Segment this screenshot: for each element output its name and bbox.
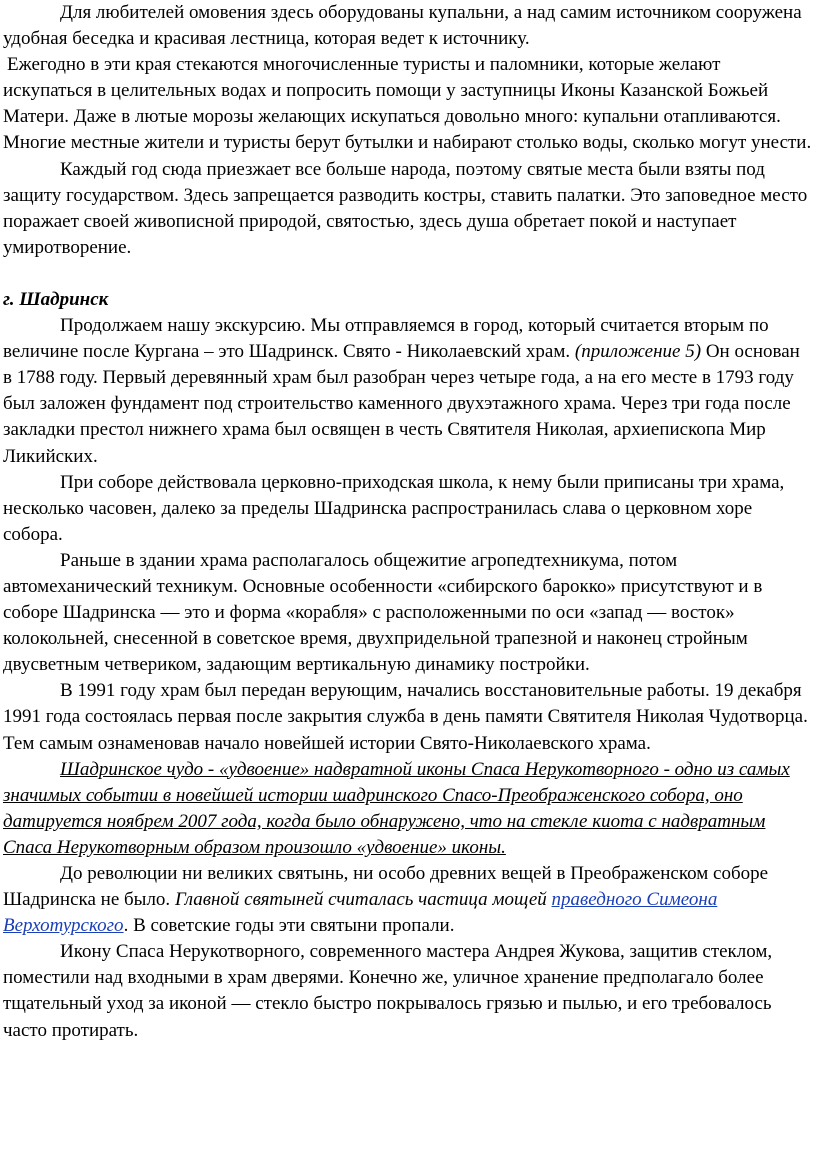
- paragraph-icon: Икону Спаса Нерукотворного, современного мастера Андрея Жукова, защитив стеклом, поместили над входными в храм дверями. Конечно же, уличное хранение предполагало более тщательный уход за иконой — стекло быстро покрывалось грязью и пылью, и его требовалось часто протирать.: [3, 941, 773, 1041]
- appendix-reference: (приложение 5): [574, 341, 702, 363]
- paragraph-relics: [3, 861, 812, 939]
- paragraph-school: При соборе действовала церковно-приходская школа, к нему были приписаны три храма, несколько часовен, далеко за пределы Шадринска распространилась слава о церковном хоре собора.: [3, 471, 785, 545]
- paragraph-protection: Каждый год сюда приезжает все больше народа, поэтому святые места были взяты под защиту государством. Здесь запрещается разводить костры, ставить палатки. Это заповедное место поражает своей живописной природой, святостью, здесь душа обретает покой и наступает умиротворение.: [3, 158, 808, 258]
- simeon-verkhotursky-link[interactable]: праведного Симеона Верхотурского: [3, 889, 718, 937]
- paragraph-miracle: Шадринское чудо - «удвоение» надвратной иконы Спаса Нерукотворного - одно из самых значимых событии в новейшей истории шадринского Спасо-Преображенского собора, оно датируется ноябрем 2007 года, когда было обнаружено, что на стекле киота с надвратным Спаса Нерукотворным образом произошло «удвоение» иконы.: [3, 758, 790, 858]
- paragraph-restoration: В 1991 году храм был передан верующим, начались восстановительные работы. 19 декабря 1991 года состоялась первая после закрытия служба в день памяти Святителя Николая Чудотворца. Тем самым ознаменовав начало новейшей истории Свято-Николаевского храма.: [3, 680, 808, 754]
- paragraph-relics-text-2: . В советские годы эти святыни пропали.: [123, 915, 455, 937]
- paragraph-relics-text-1: До революции ни великих святынь, ни особо древних вещей в Преображенском соборе Шадринска не было.: [3, 863, 769, 911]
- paragraph-baroque: Раньше в здании храма располагалось общежитие агропедтехникума, потом автомеханический техникум. Основные особенности «сибирского барокко» присутствуют и в соборе Шадринска — это и форма «корабля» с расположенными по оси «запад — восток» колокольней, снесенной в советское время, двухпридельной трапезной и наконец стройным двусветным четвериком, задающим вертикальную динамику постройки.: [3, 549, 763, 676]
- paragraph-bathhouses: Для любителей омовения здесь оборудованы купальни, а над самим источником сооружена удобная беседка и красивая лестница, которая ведет к источнику.: [3, 2, 802, 50]
- paragraph-excursion-text-1: Продолжаем нашу экскурсию. Мы отправляемся в город, который считается вторым по величине после Кургана – это Шадринск. Свято - Николаевский храм.: [3, 315, 769, 363]
- paragraph-relics-italic: Главной святыней считалась частица мощей: [174, 889, 552, 911]
- paragraph-excursion-text-2: Он основан в 1788 году. Первый деревянный храм был разобран через четыре года, а на его месте в 1793 году был заложен фундамент под строительство каменного двухэтажного храма. Через три года после закладки престол нижнего храма был освящен в честь Святителя Николая, архиепископа Мир Ликийских.: [3, 341, 800, 467]
- section-heading-shadrinsk: г. Шадринск: [3, 288, 109, 310]
- paragraph-pilgrims: Ежегодно в эти края стекаются многочисленные туристы и паломники, которые желают искупаться в целительных водах и попросить помощи у заступницы Иконы Казанской Божьей Матери. Даже в лютые морозы желающих искупаться довольно много: купальни отапливаются. Многие местные жители и туристы берут бутылки и набирают столько воды, сколько могут унести.: [3, 54, 812, 154]
- paragraph-excursion: [3, 313, 812, 470]
